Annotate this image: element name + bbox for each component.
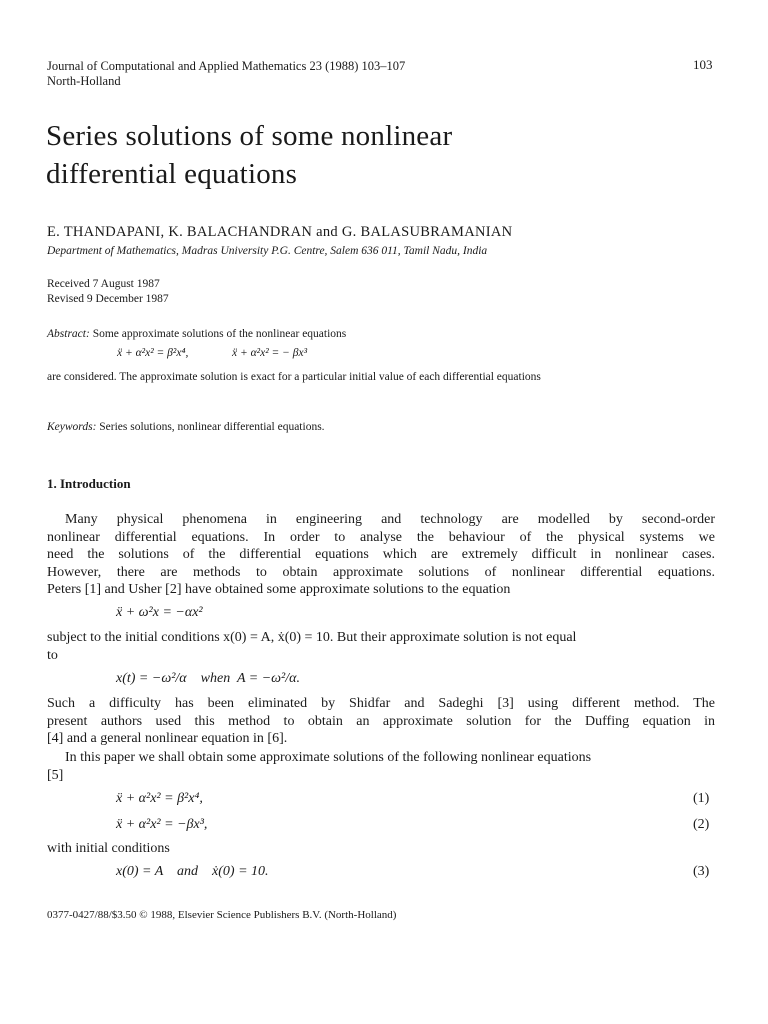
subject-line-1: subject to the initial conditions x(0) = A, ẋ(0) = 10. But their approximate solution is not equal bbox=[47, 630, 577, 645]
intro-paragraph-1 bbox=[47, 511, 715, 599]
section-heading: 1. Introduction bbox=[47, 476, 131, 491]
paper-title-line-2: differential equations bbox=[46, 158, 298, 190]
intro-p1-line-1: Many physical phenomena in engineering and technology are modelled by second-order bbox=[65, 512, 715, 527]
intro-p1-line-3: need the solutions of the differential equations which are extremely difficult in nonlinear cases. bbox=[47, 547, 715, 562]
initial-conditions-paragraph bbox=[47, 629, 715, 664]
received-date: Received 7 August 1987 bbox=[47, 278, 160, 290]
copyright-footer: 0377-0427/88/$3.50 © 1988, Elsevier Science Publishers B.V. (North-Holland) bbox=[47, 909, 397, 921]
intro-p1-line-5: Peters [1] and Usher [2] have obtained some approximate solutions to the equation bbox=[47, 582, 511, 597]
abstract-intro bbox=[47, 328, 346, 340]
intro-p2-line-3: [4] and a general nonlinear equation in [6]. bbox=[47, 731, 288, 746]
intro-p3-line-2: [5] bbox=[47, 767, 64, 783]
keywords bbox=[47, 421, 325, 433]
abstract-text-1: Some approximate solutions of the nonlinear equations bbox=[92, 328, 347, 340]
author-list: E. THANDAPANI, K. BALACHANDRAN and G. BALASUBRAMANIAN bbox=[47, 224, 513, 240]
abstract-equation-b: ẍ + α²x² = − βx³ bbox=[232, 347, 308, 359]
abstract-label: Abstract: bbox=[47, 328, 90, 340]
intro-p1-line-2: nonlinear differential equations. In order to analyse the behaviour of the physical systems we bbox=[47, 529, 715, 545]
equation-x-of-t: x(t) = −ω²/α when A = −ω²/α. bbox=[116, 671, 300, 686]
publisher-name: North-Holland bbox=[47, 74, 121, 88]
abstract-text-2: are considered. The approximate solution is exact for a particular initial value of each differential equations bbox=[47, 371, 541, 383]
subject-line-2: to bbox=[47, 647, 58, 663]
intro-paragraph-2 bbox=[47, 695, 715, 748]
intro-p3-line-1: In this paper we shall obtain some approximate solutions of the following nonlinear equations bbox=[65, 750, 592, 765]
revised-date: Revised 9 December 1987 bbox=[47, 293, 169, 305]
with-initial-conditions: with initial conditions bbox=[47, 841, 170, 856]
intro-p2-line-1: Such a difficulty has been eliminated by Shidfar and Sadeghi [3] using different method. The bbox=[47, 696, 715, 711]
intro-p1-line-4: However, there are methods to obtain approximate solutions of nonlinear differential equations. bbox=[47, 564, 715, 580]
intro-paragraph-3 bbox=[47, 749, 715, 784]
equation-2: ẍ + α²x² = −βx³, bbox=[116, 817, 208, 832]
page-number: 103 bbox=[693, 57, 713, 72]
equation-3: x(0) = A and ẋ(0) = 10. bbox=[116, 864, 269, 879]
keywords-label: Keywords: bbox=[47, 421, 97, 433]
journal-citation: Journal of Computational and Applied Mathematics 23 (1988) 103–107 bbox=[47, 59, 406, 73]
equation-2-number: (2) bbox=[693, 817, 710, 832]
keywords-text: Series solutions, nonlinear differential equations. bbox=[99, 421, 325, 433]
equation-1-number: (1) bbox=[693, 791, 710, 806]
abstract-equation-a: ẍ + α²x² = β²x⁴, bbox=[117, 347, 189, 359]
intro-p2-line-2: present authors used this method to obtain an approximate solution for the Duffing equation in bbox=[47, 713, 715, 729]
affiliation: Department of Mathematics, Madras University P.G. Centre, Salem 636 011, Tamil Nadu, India bbox=[47, 245, 488, 257]
paper-title-line-1: Series solutions of some nonlinear bbox=[46, 120, 453, 152]
equation-3-number: (3) bbox=[693, 864, 710, 879]
equation-peters: ẍ + ω²x = −αx² bbox=[116, 605, 203, 620]
equation-1: ẍ + α²x² = β²x⁴, bbox=[116, 791, 203, 806]
